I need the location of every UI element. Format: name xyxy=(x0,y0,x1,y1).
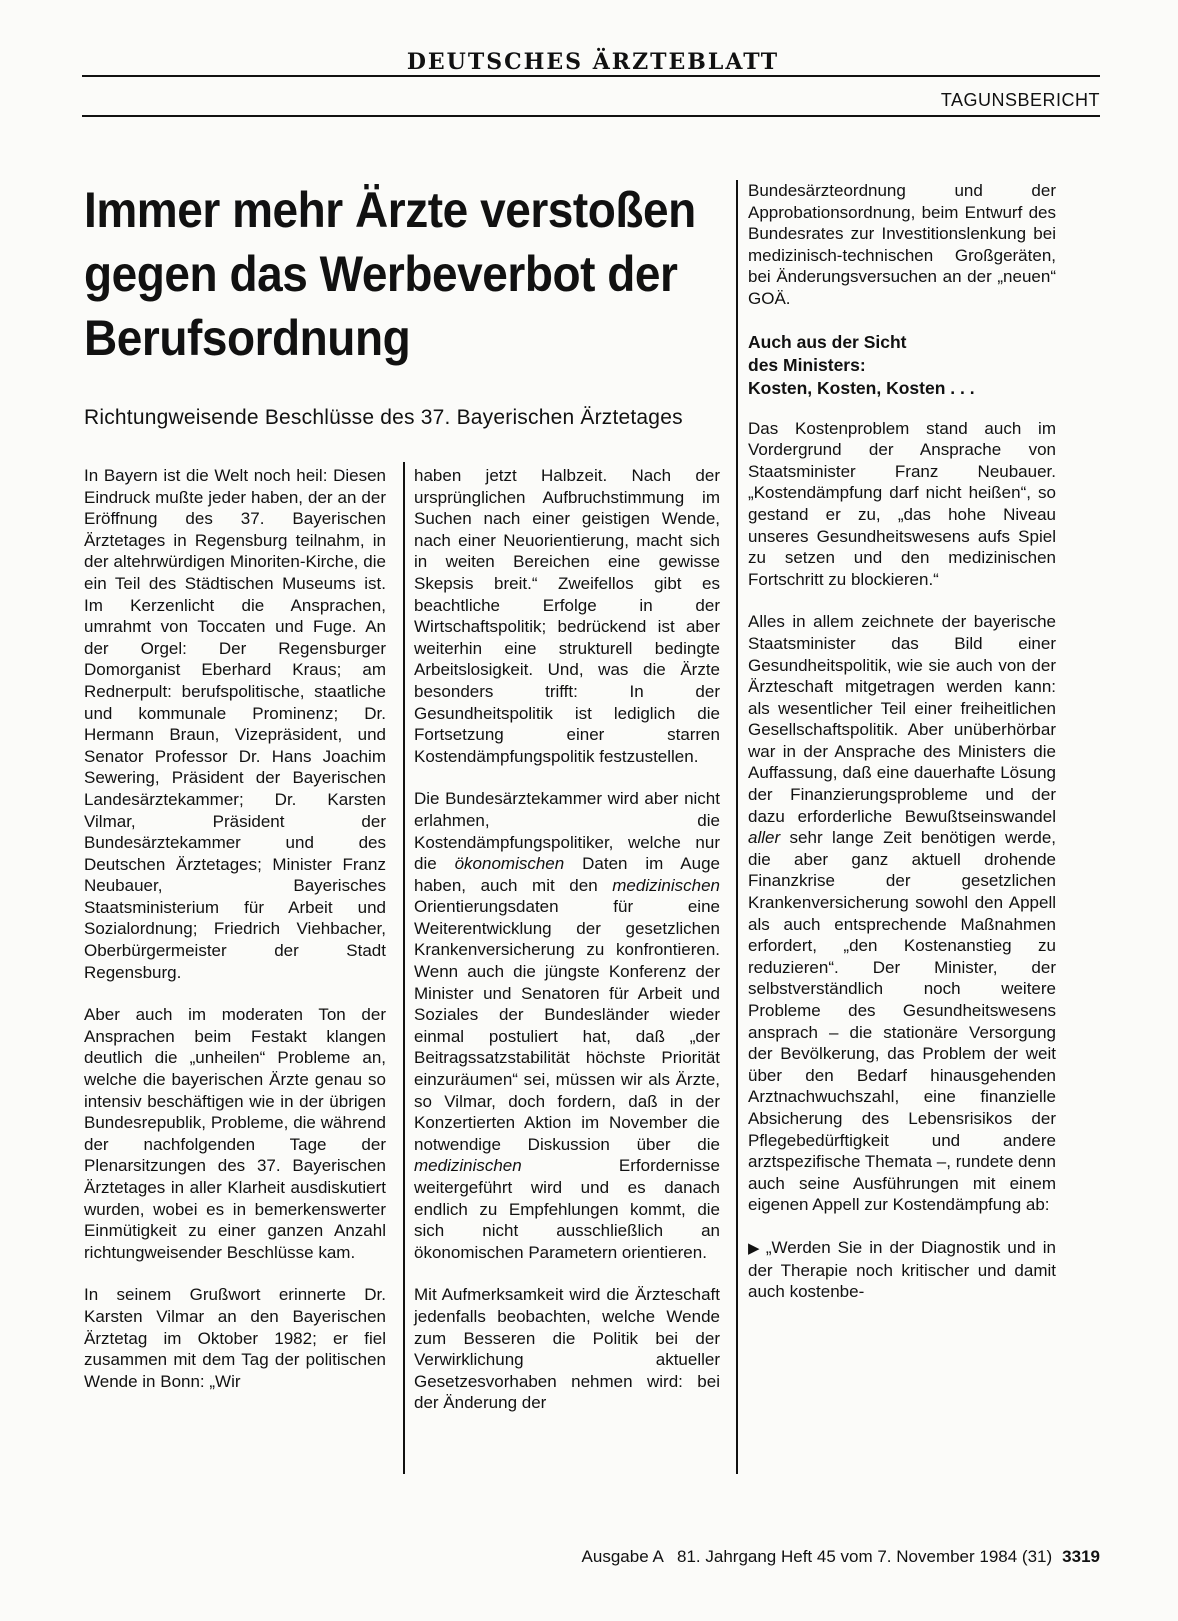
column-3 xyxy=(748,180,1056,1324)
paragraph: Das Kostenproblem stand auch im Vordergrund der Ansprache von Staatsminister Franz Neubauer. „Kostendämpfung darf nicht heißen“, so gestand er zu, „das hohe Niveau unseres Gesundheitswesens aufs Spiel zu setzen und den medizinischen Fortschritt zu blockieren.“ xyxy=(748,418,1056,589)
arrow-bullet-icon: ▶ xyxy=(748,1239,762,1257)
subtitle: Richtungweisende Beschlüsse des 37. Bayerischen Ärztetages xyxy=(84,406,683,429)
text-run: Erfordernisse weitergeführt wird und es danach endlich zu Empfehlungen kommt, die sich nicht ausschließlich an ökonomischen Parametern orientieren. xyxy=(414,1156,720,1262)
column-divider xyxy=(403,462,405,1474)
text-run: sehr lange Zeit benötigen werde, die aber ganz aktuell drohende Finanzkrise der gesetzlichen Krankenversicherung sowohl den Appell als auch entsprechende Maßnahmen erfordert, „den Kostenanstieg zu reduzieren“. Der Minister, der selbstverständlich noch weitere Probleme des Gesundheitswesens ansprach – die stationäre Versorgung der Bevölkerung, das Problem der weit über den Bedarf hinausgehenden Arztnachwuchszahl, eine finanzielle Absicherung des Lebensrisikos der Pflegebedürftigkeit und andere arztspezifische Themata –, rundete denn auch seine Ausführungen mit einem eigenen Appell zur Kostendämpfung ab: xyxy=(748,828,1056,1215)
issue-info: Ausgabe A 81. Jahrgang Heft 45 vom 7. November 1984 (31) xyxy=(581,1547,1053,1566)
subheading-line: Kosten, Kosten, Kosten . . . xyxy=(748,377,975,398)
headline: Immer mehr Ärzte verstoßen gegen das Werbeverbot der Berufsordnung xyxy=(84,182,696,366)
emphasis: ökonomischen xyxy=(454,854,565,874)
footer xyxy=(463,1546,1100,1568)
paragraph xyxy=(414,788,720,1263)
paragraph: Mit Aufmerksamkeit wird die Ärzteschaft jedenfalls beobachten, welche Wende zum Besseren die Politik bei der Verwirklichung aktueller Gesetzesvorhaben nehmen wird: bei der Änderung der xyxy=(414,1285,720,1413)
masthead-rule xyxy=(82,75,1100,77)
column-2 xyxy=(414,465,720,1435)
paragraph xyxy=(748,611,1056,1216)
emphasis: medizinischen xyxy=(612,875,720,895)
paragraph: In seinem Grußwort erinnerte Dr. Karsten Vilmar an den Bayerischen Ärztetag im Oktober 1982; er fiel zusammen mit dem Tag der politischen Wende in Bonn: „Wir xyxy=(84,1285,386,1391)
section-rule xyxy=(82,115,1100,117)
column-divider xyxy=(736,180,738,1474)
quote-text: „Werden Sie in der Diagnostik und in der Therapie noch kritischer und damit auch kostenbe- xyxy=(748,1237,1056,1302)
subheading-line: des Ministers: xyxy=(748,354,866,375)
section-label: TAGUNSBERICHT xyxy=(940,90,1100,110)
text-run: Daten im Auge haben, auch mit den xyxy=(414,854,720,895)
text-run: Orientierungsdaten für eine Weiterentwicklung der gesetzlichen Krankenversicherung zu konfrontieren. Wenn auch die jüngste Konferenz der Minister und Senatoren für Arbeit und Soziales der Bundesländer wieder einmal postuliert hat, daß „der Beitragssatzstabilität höchste Priorität einzuräumen“ sei, müssen wir als Ärzte, so Vilmar, doch fordern, daß in der Konzertierten Aktion im November die notwendige Diskussion über die xyxy=(414,897,720,1154)
paragraph: Aber auch im moderaten Ton der Ansprachen beim Festakt klangen deutlich die „unheilen“ Probleme an, welche die bayerischen Ärzte genau so intensiv beschäftigen wie in der übrigen Bundesrepublik, Probleme, die während der nachfolgenden Tage der Plenarsitzungen des 37. Bayerischen Ärztetages in aller Klarheit ausdiskutiert wurden, wobei es in bemerkenswerter Einmütigkeit zu einer ganzen Anzahl richtungweisender Beschlüsse kam. xyxy=(84,1005,386,1262)
page-number: 3319 xyxy=(1062,1547,1100,1566)
masthead: DEUTSCHES ÄRZTEBLATT xyxy=(406,49,780,75)
subheading xyxy=(748,331,1056,400)
subheading-line: Auch aus der Sicht xyxy=(748,331,907,352)
column-1 xyxy=(84,465,386,1413)
emphasis: aller xyxy=(748,828,781,848)
paragraph: In Bayern ist die Welt noch heil: Diesen Eindruck mußte jeder haben, der an der Eröffnung des 37. Bayerischen Ärztetages in Regensburg teilnahm, in der altehrwürdigen Minoriten-Kirche, die ein Teil des Städtischen Museums ist. Im Kerzenlicht die Ansprachen, umrahmt von Toccaten und Fuge. An der Orgel: Der Regensburger Domorganist Eberhard Kraus; am Rednerpult: berufspolitische, staatliche und kommunale Prominenz; Dr. Hermann Braun, Vizepräsident, und Senator Professor Dr. Hans Joachim Sewering, Präsident der Bayerischen Landesärztekammer; Dr. Karsten Vilmar, Präsident der Bundesärztekammer und des Deutschen Ärztetages; Minister Franz Neubauer, Bayerisches Staatsministerium für Arbeit und Sozialordnung; Friedrich Viehbacher, Oberbürgermeister der Stadt Regensburg. xyxy=(84,466,386,982)
text-run: Die Bundesärztekammer wird aber nicht erlahmen, die Kostendämpfungspolitiker, welche nur die xyxy=(414,789,720,874)
paragraph: haben jetzt Halbzeit. Nach der ursprünglichen Aufbruchstimmung im Suchen nach einer geistigen Wende, nach einer Neuorientierung, macht sich in weiten Bereichen eine gewisse Skepsis breit.“ Zweifellos gibt es beachtliche Erfolge in der Wirtschaftspolitik; bedrückend ist aber weiterhin eine strukturell bedingte Arbeitslosigkeit. Und, was die Ärzte besonders trifft: In der Gesundheitspolitik ist lediglich die Fortsetzung einer starren Kostendämpfungspolitik festzustellen. xyxy=(414,466,720,766)
emphasis: medizinischen xyxy=(414,1156,522,1176)
text-run: Alles in allem zeichnete der bayerische Staatsminister das Bild einer Gesundheitspolitik, wie sie auch von der Ärzteschaft mitgetragen werden kann: als wesentlicher Teil einer freiheitlichen Gesellschaftspolitik. Aber unüberhörbar war in der Ansprache des Ministers die Auffassung, daß eine dauerhafte Lösung der Finanzierungsprobleme und der dazu erforderliche Bewußtseinswandel xyxy=(748,612,1056,826)
paragraph: Bundesärzteordnung und der Approbationsordnung, beim Entwurf des Bundesrates zur Investitionslenkung bei medizinisch-technischen Großgeräten, bei Änderungsversuchen an der „neuen“ GOÄ. xyxy=(748,181,1056,308)
quote-paragraph xyxy=(748,1237,1056,1303)
